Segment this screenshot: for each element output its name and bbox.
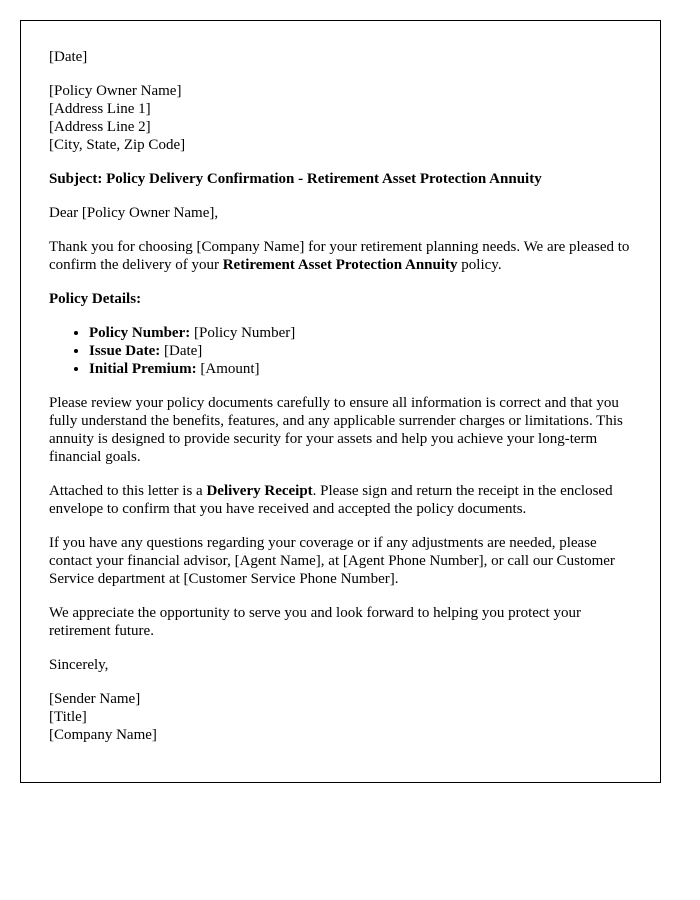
delivery-receipt-name: Delivery Receipt — [206, 483, 313, 499]
product-name: Retirement Asset Protection Annuity — [222, 257, 458, 273]
recipient-name: [Policy Owner Name] — [49, 83, 182, 99]
initial-premium-value: [Amount] — [196, 361, 260, 377]
initial-premium-label: Initial Premium: — [89, 361, 197, 377]
policy-detail-item — [89, 342, 632, 360]
recipient-address-block — [49, 82, 632, 154]
issue-date-value: [Date] — [160, 343, 203, 359]
receipt-text-2: . Please sign and return the receipt in the enclosed envelope to confirm that you have received and accepted the policy documents. — [49, 483, 613, 517]
policy-details-heading-text: Policy Details: — [49, 291, 142, 307]
letter-date: [Date] — [49, 49, 88, 65]
closing-paragraph: We appreciate the opportunity to serve you and look forward to helping you protect your retirement future. — [49, 605, 581, 639]
salutation: Dear [Policy Owner Name], — [49, 205, 219, 221]
receipt-paragraph — [49, 482, 632, 518]
policy-details-heading — [49, 290, 632, 308]
contact-paragraph: If you have any questions regarding your coverage or if any adjustments are needed, please contact your financial advisor, [Agent Name], at [Agent Phone Number], or call our Customer Service department at [Customer Service Phone Number]. — [49, 535, 615, 587]
recipient-address-line-1: [Address Line 1] — [49, 101, 151, 117]
recipient-city-state-zip: [City, State, Zip Code] — [49, 137, 186, 153]
policy-detail-item — [89, 360, 632, 378]
policy-number-label: Policy Number: — [89, 325, 191, 341]
sender-name: [Sender Name] — [49, 691, 141, 707]
signoff: Sincerely, — [49, 657, 109, 673]
policy-number-value: [Policy Number] — [190, 325, 296, 341]
subject-line — [49, 170, 632, 188]
subject-text: Subject: Policy Delivery Confirmation - Retirement Asset Protection Annuity — [49, 171, 542, 187]
review-paragraph: Please review your policy documents carefully to ensure all information is correct and that you fully understand the benefits, features, and any applicable surrender charges or limitations. This annuity is designed to provide security for your assets and help you achieve your long-term financial goals. — [49, 395, 623, 465]
sender-company: [Company Name] — [49, 727, 157, 743]
letter-document — [20, 20, 661, 783]
intro-paragraph — [49, 238, 632, 274]
intro-text-1: Thank you for choosing [Company Name] for your retirement planning needs. We are pleased to confirm the delivery of your — [49, 239, 630, 273]
recipient-address-line-2: [Address Line 2] — [49, 119, 151, 135]
sender-title: [Title] — [49, 709, 87, 725]
intro-text-2: policy. — [457, 257, 502, 273]
sender-block — [49, 690, 632, 744]
receipt-text-1: Attached to this letter is a — [49, 483, 207, 499]
policy-detail-item — [89, 324, 632, 342]
issue-date-label: Issue Date: — [89, 343, 161, 359]
policy-details-list — [49, 324, 632, 378]
